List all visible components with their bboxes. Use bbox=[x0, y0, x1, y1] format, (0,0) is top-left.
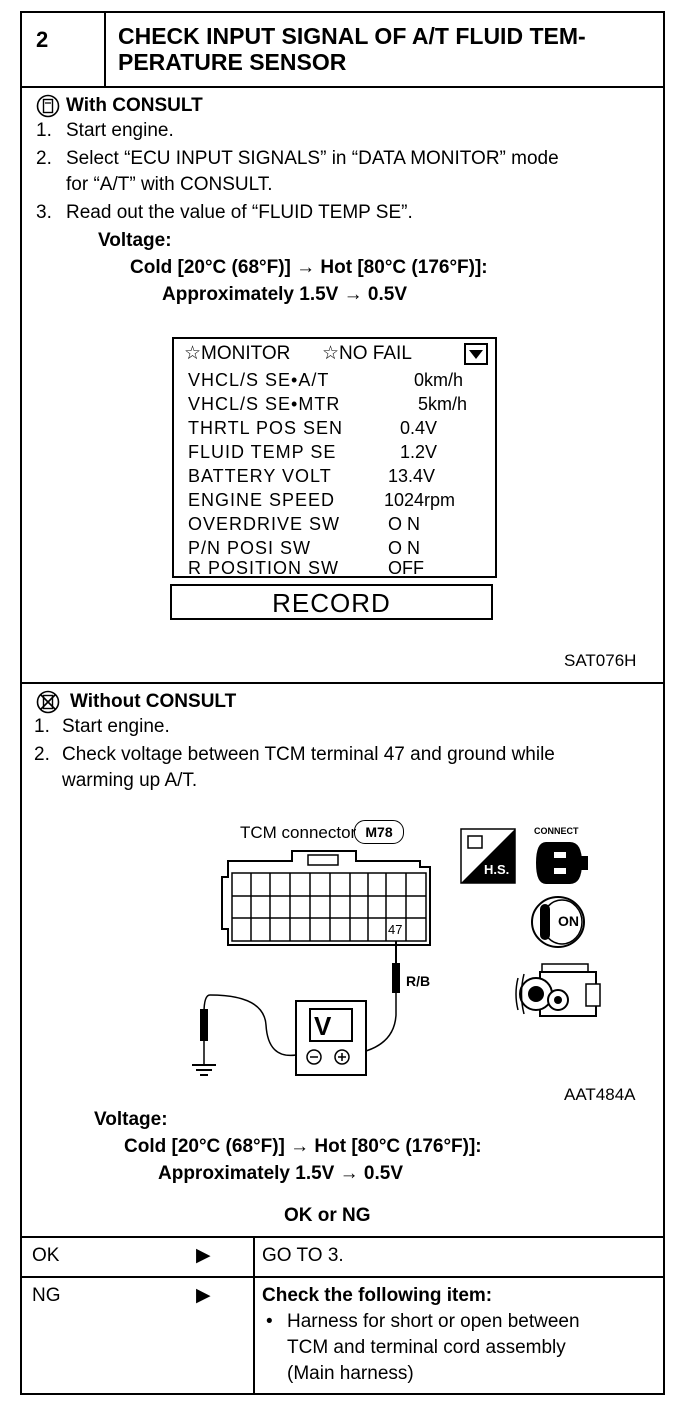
header-divider bbox=[20, 86, 665, 88]
voltmeter-symbol: V bbox=[314, 1011, 332, 1041]
consult-step-3-num: 3. bbox=[36, 202, 52, 223]
ok-or-ng-prompt: OK or NG bbox=[284, 1205, 371, 1226]
consult-step-2-num: 2. bbox=[36, 148, 52, 169]
result-ok-action: GO TO 3. bbox=[262, 1245, 344, 1266]
manual-step-2-cont: warming up A/T. bbox=[62, 770, 198, 791]
result-table-top bbox=[20, 1236, 665, 1238]
result-ng-detail-3: (Main harness) bbox=[287, 1363, 414, 1384]
tcm-voltage-diagram bbox=[180, 845, 470, 1085]
figure-ref-sat076h: SAT076H bbox=[564, 651, 637, 670]
manual-step-2: Check voltage between TCM terminal 47 and ground while bbox=[62, 744, 555, 765]
consult-step-2-cont: for “A/T” with CONSULT. bbox=[66, 174, 273, 195]
monitor-row-value: O N bbox=[388, 538, 421, 558]
result-ng-arrow-icon: ▶ bbox=[196, 1285, 211, 1306]
consult-step-1-num: 1. bbox=[36, 120, 52, 141]
section-divider bbox=[20, 682, 665, 684]
step-number: 2 bbox=[36, 27, 49, 52]
consult-step-1: Start engine. bbox=[66, 120, 174, 141]
monitor-row-value: 0km/h bbox=[414, 370, 464, 390]
ignition-key-icon bbox=[528, 894, 588, 955]
result-ng-detail-1: Harness for short or open between bbox=[287, 1311, 580, 1332]
header-column-divider bbox=[104, 11, 106, 87]
monitor-row-value: OFF bbox=[388, 558, 424, 578]
monitor-row-label: VHCL/S SE•MTR bbox=[188, 394, 341, 414]
consult-voltage-label: Voltage: bbox=[98, 230, 172, 251]
monitor-row-value: 0.4V bbox=[400, 418, 438, 438]
result-ng-label: NG bbox=[32, 1285, 61, 1306]
result-row-divider bbox=[20, 1276, 665, 1278]
ignition-on-label: ON bbox=[558, 913, 579, 929]
monitor-row-label: FLUID TEMP SE bbox=[188, 442, 337, 462]
tcm-connector-label: TCM connector bbox=[240, 823, 357, 842]
without-consult-heading: Without CONSULT bbox=[70, 691, 237, 712]
consult-step-2: Select “ECU INPUT SIGNALS” in “DATA MONITOR” mode bbox=[66, 148, 559, 169]
monitor-row-label: BATTERY VOLT bbox=[188, 466, 332, 486]
manual-voltage-label: Voltage: bbox=[94, 1109, 168, 1130]
monitor-row-label: P/N POSI SW bbox=[188, 538, 312, 558]
connector-code-badge: M78 bbox=[354, 820, 404, 844]
monitor-row-value: 1.2V bbox=[400, 442, 438, 462]
consult-voltage-value: Approximately 1.5V → 0.5V bbox=[162, 284, 407, 305]
terminal-number: 47 bbox=[388, 922, 403, 937]
step-title-line-2: PERATURE SENSOR bbox=[118, 49, 347, 75]
monitor-row-label: R POSITION SW bbox=[188, 558, 340, 578]
hs-mode-icon bbox=[460, 828, 516, 884]
figure-ref-aat484a: AAT484A bbox=[564, 1085, 636, 1104]
result-column-divider bbox=[253, 1236, 255, 1395]
step-title bbox=[118, 23, 653, 75]
manual-step-2-num: 2. bbox=[34, 744, 50, 765]
monitor-header-right: ☆NO FAIL bbox=[322, 343, 412, 364]
result-ng-bullet: • bbox=[266, 1311, 273, 1332]
monitor-row-value: 5km/h bbox=[418, 394, 468, 414]
monitor-row-label: VHCL/S SE•A/T bbox=[188, 370, 330, 390]
monitor-scroll-down-icon[interactable] bbox=[464, 343, 488, 365]
wire-color-label: R/B bbox=[406, 973, 431, 989]
hs-label: H.S. bbox=[484, 862, 510, 877]
consult-step-3: Read out the value of “FLUID TEMP SE”. bbox=[66, 202, 413, 223]
result-ok-label: OK bbox=[32, 1245, 60, 1266]
monitor-row-value: O N bbox=[388, 514, 421, 534]
manual-step-1-num: 1. bbox=[34, 716, 50, 737]
monitor-header-left: ☆MONITOR bbox=[184, 343, 291, 364]
monitor-row-label: OVERDRIVE SW bbox=[188, 514, 341, 534]
record-button[interactable]: RECORD bbox=[170, 584, 493, 620]
monitor-row-value: 1024rpm bbox=[384, 490, 456, 510]
consult-monitor-screen bbox=[172, 337, 497, 578]
step-title-line-1: CHECK INPUT SIGNAL OF A/T FLUID TEM- bbox=[118, 23, 586, 49]
connect-label: CONNECT bbox=[534, 826, 579, 836]
monitor-row-label: THRTL POS SEN bbox=[188, 418, 344, 438]
with-consult-heading: With CONSULT bbox=[66, 95, 203, 116]
result-ng-detail-2: TCM and terminal cord assembly bbox=[287, 1337, 566, 1358]
manual-step-1: Start engine. bbox=[62, 716, 170, 737]
result-ng-action: Check the following item: bbox=[262, 1285, 493, 1306]
connector-plug-icon bbox=[532, 838, 590, 893]
manual-voltage-value: Approximately 1.5V → 0.5V bbox=[158, 1163, 403, 1184]
engine-running-icon bbox=[514, 962, 602, 1033]
manual-voltage-range: Cold [20°C (68°F)] → Hot [80°C (176°F)]: bbox=[124, 1136, 482, 1157]
result-ok-arrow-icon: ▶ bbox=[196, 1245, 211, 1266]
monitor-row-value: 13.4V bbox=[388, 466, 436, 486]
monitor-row-label: ENGINE SPEED bbox=[188, 490, 336, 510]
consult-voltage-range: Cold [20°C (68°F)] → Hot [80°C (176°F)]: bbox=[130, 257, 488, 278]
